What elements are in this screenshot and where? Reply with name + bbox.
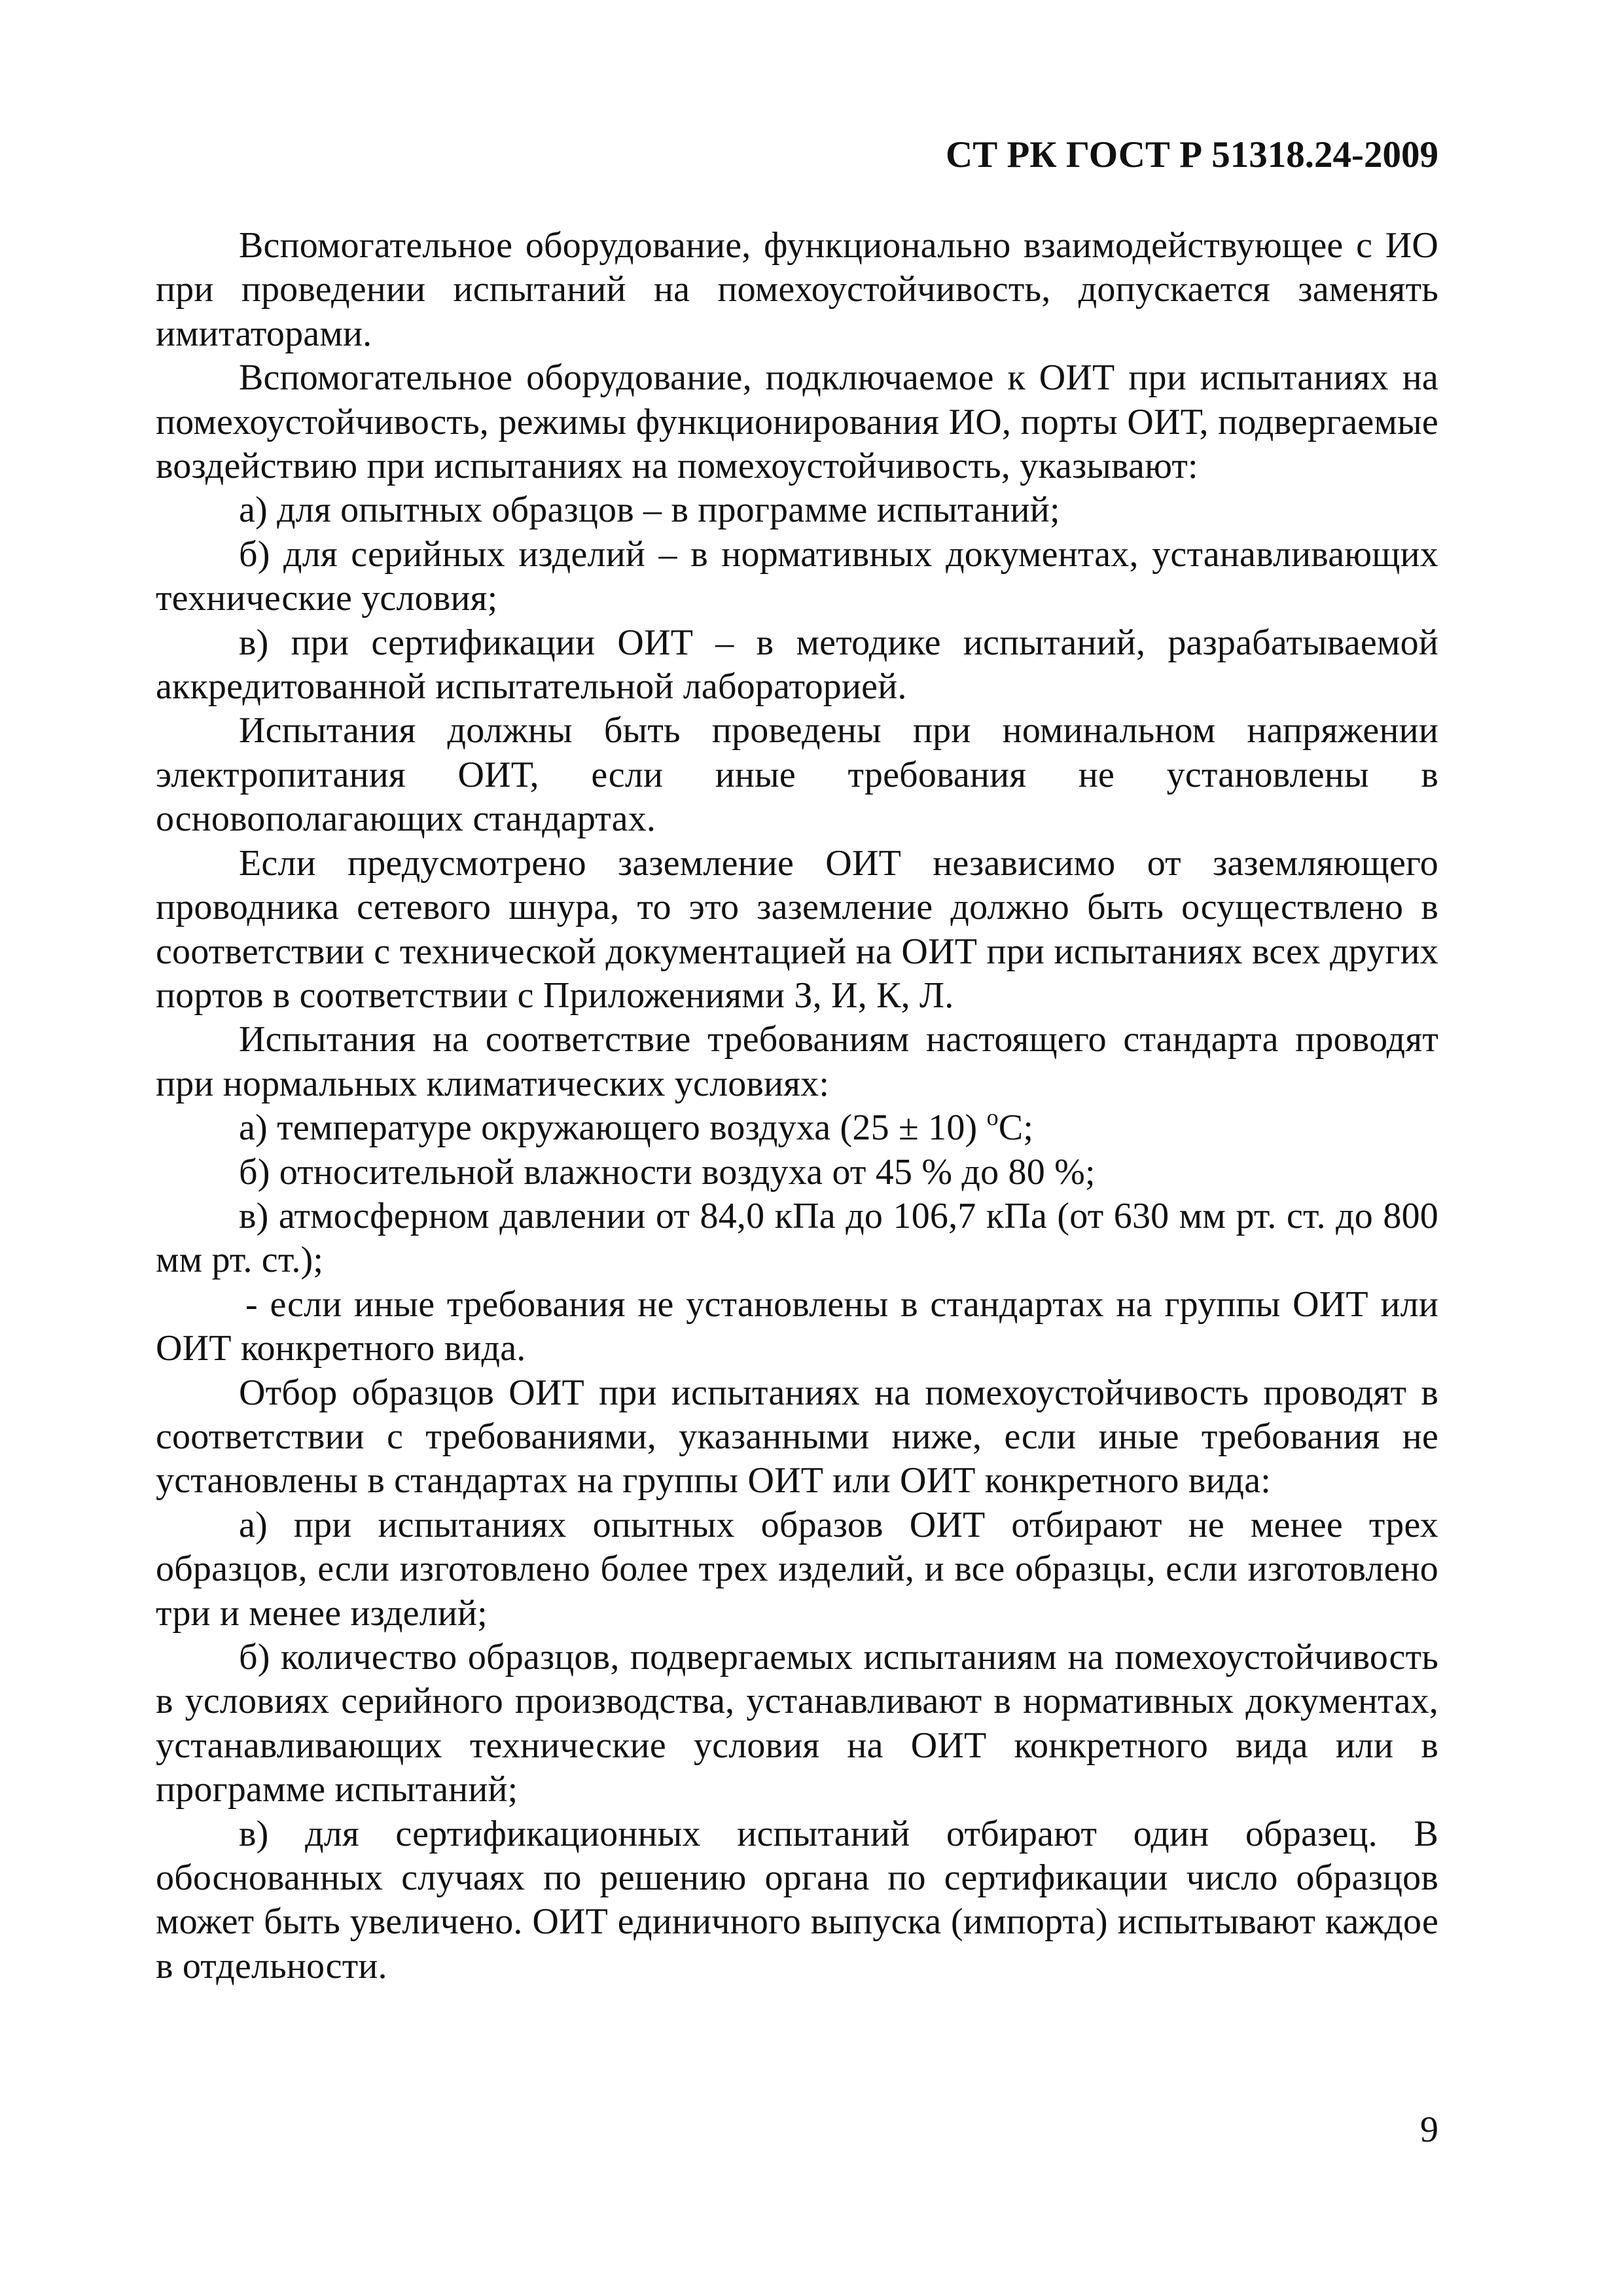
document-header-code: СТ РК ГОСТ Р 51318.24-2009: [946, 134, 1438, 175]
degree-sign: o: [986, 1104, 999, 1131]
paragraph-auxiliary-equipment-connected: Вспомогательное оборудование, подключаемое к ОИТ при испытаниях на помехоустойчивость, режимы функционирования ИО, порты ОИТ, подвергаемые воздействию при испытаниях на помехоустойчивость, указывают:: [156, 357, 1438, 487]
paragraph-auxiliary-equipment-simulators: Вспомогательное оборудование, функционально взаимодействующее с ИО при проведении испытаний на помехоустойчивость, допускается заменять имитаторами.: [156, 225, 1438, 354]
list-item-humidity: б) относительной влажности воздуха от 45 % до 80 %;: [239, 1151, 1096, 1193]
list-item-prototypes: а) для опытных образцов – в программе испытаний;: [239, 490, 1060, 531]
paragraph-grounding: Если предусмотрено заземление ОИТ независимо от заземляющего проводника сетевого шнура, то это заземление должно быть осуществлено в соответствии с технической документацией на ОИТ при испытаниях всех других портов в соответствии с Приложениями З, И, К, Л.: [156, 842, 1438, 1016]
list-item-pressure: в) атмосферном давлении от 84,0 кПа до 106,7 кПа (от 630 мм рт. ст. до 800 мм рт. ст.);: [156, 1195, 1438, 1281]
list-item-sampling-prototypes: а) при испытаниях опытных образов ОИТ отбирают не менее трех образцов, если изготовлено более трех изделий, и все образцы, если изготовлено три и менее изделий;: [156, 1504, 1438, 1634]
list-item-certification: в) при сертификации ОИТ – в методике испытаний, разрабатываемой аккредитованной испытательной лабораторией.: [156, 622, 1438, 708]
page-number: 9: [1420, 2109, 1438, 2150]
temperature-text: а) температуре окружающего воздуха (25 ± 10): [239, 1107, 987, 1149]
list-item-temperature: [156, 1106, 1438, 1150]
dash-item-other-requirements: - если иные требования не установлены в стандартах на группы ОИТ или ОИТ конкретного вида.: [156, 1283, 1438, 1369]
list-item-sampling-serial: б) количество образцов, подвергаемых испытаниям на помехоустойчивость в условиях серийного производства, устанавливают в нормативных документах, устанавливающих технические условия на ОИТ конкретного вида или в программе испытаний;: [156, 1637, 1438, 1810]
paragraph-nominal-voltage: Испытания должны быть проведены при номинальном напряжении электропитания ОИТ, если иные требования не установлены в основополагающих стандартах.: [156, 710, 1438, 840]
document-body: [156, 224, 1438, 1988]
list-item-sampling-certification: в) для сертификационных испытаний отбирают один образец. В обоснованных случаях по решению органа по сертификации число образцов может быть увеличено. ОИТ единичного выпуска (импорта) испытывают каждое в отдельности.: [156, 1813, 1438, 1986]
list-item-serial-products: б) для серийных изделий – в нормативных документах, устанавливающих технические условия;: [156, 533, 1438, 619]
temperature-unit: С;: [998, 1107, 1034, 1149]
paragraph-climatic-conditions: Испытания на соответствие требованиям настоящего стандарта проводят при нормальных климатических условиях:: [156, 1019, 1438, 1104]
paragraph-sampling: Отбор образцов ОИТ при испытаниях на помехоустойчивость проводят в соответствии с требованиями, указанными ниже, если иные требования не установлены в стандартах на группы ОИТ или ОИТ конкретного вида:: [156, 1372, 1438, 1501]
